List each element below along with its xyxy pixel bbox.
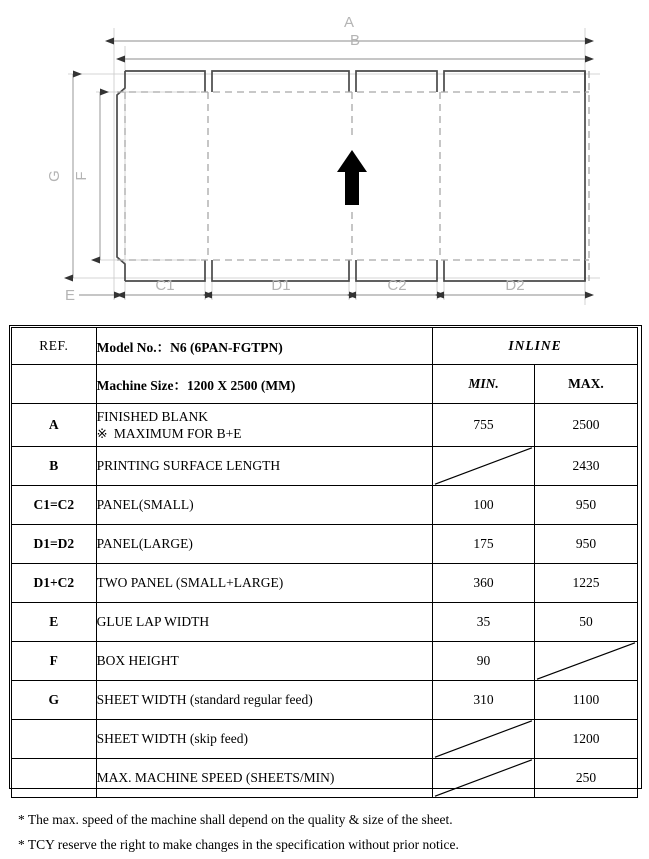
row-ref-cell xyxy=(12,759,97,798)
table-row xyxy=(12,447,638,486)
row-max-cell: 1225 xyxy=(534,564,637,603)
row-max-cell: 50 xyxy=(534,603,637,642)
empty-cell-slash xyxy=(433,447,534,485)
dimension-label-G: G xyxy=(46,170,63,182)
diagram-svg xyxy=(0,0,649,318)
extension-lines xyxy=(68,28,600,305)
row-min-cell: 755 xyxy=(433,404,535,447)
row-description-cell: PANEL(LARGE) xyxy=(96,525,432,564)
dimension-label-A: A xyxy=(343,14,355,31)
table-row xyxy=(12,681,638,720)
row-description-line-2-text: MAXIMUM FOR B+E xyxy=(113,425,242,441)
row-max-cell: 950 xyxy=(534,486,637,525)
reference-mark-icon: ※ xyxy=(96,425,108,441)
empty-cell-slash xyxy=(535,642,637,680)
row-description-cell: TWO PANEL (SMALL+LARGE) xyxy=(96,564,432,603)
row-ref-cell: C1=C2 xyxy=(12,486,97,525)
row-ref-cell: B xyxy=(12,447,97,486)
header-model-cell: Model No.：N6 (6PAN-FGTPN) xyxy=(96,328,432,365)
subheader-machine-size-cell: Machine Size：1200 X 2500 (MM) xyxy=(96,365,432,404)
row-min-cell: 360 xyxy=(433,564,535,603)
footnotes-block xyxy=(18,808,618,858)
dimension-label-D2: D2 xyxy=(505,277,525,294)
header-ref-cell: REF. xyxy=(12,328,97,365)
subheader-min-cell: MIN. xyxy=(433,365,535,404)
row-description-line-1: FINISHED BLANK xyxy=(96,408,208,424)
table-row xyxy=(12,525,638,564)
row-max-cell: 250 xyxy=(534,759,637,798)
subheader-max-cell: MAX. xyxy=(534,365,637,404)
table-row xyxy=(12,564,638,603)
row-max-cell: 1200 xyxy=(534,720,637,759)
row-ref-cell: E xyxy=(12,603,97,642)
table-body xyxy=(12,328,638,798)
dimension-label-C1: C1 xyxy=(155,277,175,294)
table-row xyxy=(12,642,638,681)
row-description-cell: PRINTING SURFACE LENGTH xyxy=(96,447,432,486)
dimension-F xyxy=(73,92,100,260)
row-max-cell: 2500 xyxy=(534,404,637,447)
table-row xyxy=(12,720,638,759)
row-min-cell: 90 xyxy=(433,642,535,681)
dimension-label-B: B xyxy=(349,32,361,49)
row-max-cell xyxy=(534,642,637,681)
specification-table-container xyxy=(11,327,638,798)
row-min-cell: 35 xyxy=(433,603,535,642)
row-ref-cell: D1=D2 xyxy=(12,525,97,564)
dimension-label-E: E xyxy=(64,287,76,304)
row-min-cell xyxy=(433,447,535,486)
dimension-label-D1: D1 xyxy=(271,277,291,294)
row-min-cell: 310 xyxy=(433,681,535,720)
table-row xyxy=(12,759,638,798)
row-description-cell xyxy=(96,404,432,447)
specification-table xyxy=(11,327,638,798)
blank-layout-diagram xyxy=(0,0,649,318)
footnote-1: * The max. speed of the machine shall depend on the quality & size of the sheet. xyxy=(18,812,453,827)
row-max-cell: 950 xyxy=(534,525,637,564)
feed-direction-arrow-icon xyxy=(337,150,367,205)
table-row xyxy=(12,603,638,642)
empty-cell-slash xyxy=(433,759,534,797)
row-min-cell: 100 xyxy=(433,486,535,525)
row-description-cell: GLUE LAP WIDTH xyxy=(96,603,432,642)
row-ref-cell: D1+C2 xyxy=(12,564,97,603)
row-max-cell: 2430 xyxy=(534,447,637,486)
table-row xyxy=(12,486,638,525)
dimension-G xyxy=(46,74,73,278)
dimension-B xyxy=(125,32,585,59)
row-ref-cell: A xyxy=(12,404,97,447)
empty-cell-slash xyxy=(433,720,534,758)
row-ref-cell xyxy=(12,720,97,759)
subheader-ref-cell xyxy=(12,365,97,404)
header-inline-cell: INLINE xyxy=(433,328,638,365)
row-description-cell: MAX. MACHINE SPEED (SHEETS/MIN) xyxy=(96,759,432,798)
row-ref-cell: F xyxy=(12,642,97,681)
row-description-cell: SHEET WIDTH (standard regular feed) xyxy=(96,681,432,720)
table-subheader-row xyxy=(12,365,638,404)
row-description-line-2 xyxy=(97,425,432,443)
dimension-label-C2: C2 xyxy=(387,277,407,294)
row-max-cell: 1100 xyxy=(534,681,637,720)
row-description-cell: PANEL(SMALL) xyxy=(96,486,432,525)
row-min-cell: 175 xyxy=(433,525,535,564)
row-ref-cell: G xyxy=(12,681,97,720)
row-min-cell xyxy=(433,720,535,759)
table-header-row xyxy=(12,328,638,365)
row-min-cell xyxy=(433,759,535,798)
footnote-2: * TCY reserve the right to make changes in the specification without prior notice. xyxy=(18,836,459,852)
table-row xyxy=(12,404,638,447)
dimension-label-F: F xyxy=(73,171,90,181)
row-description-cell: SHEET WIDTH (skip feed) xyxy=(96,720,432,759)
row-description-cell: BOX HEIGHT xyxy=(96,642,432,681)
